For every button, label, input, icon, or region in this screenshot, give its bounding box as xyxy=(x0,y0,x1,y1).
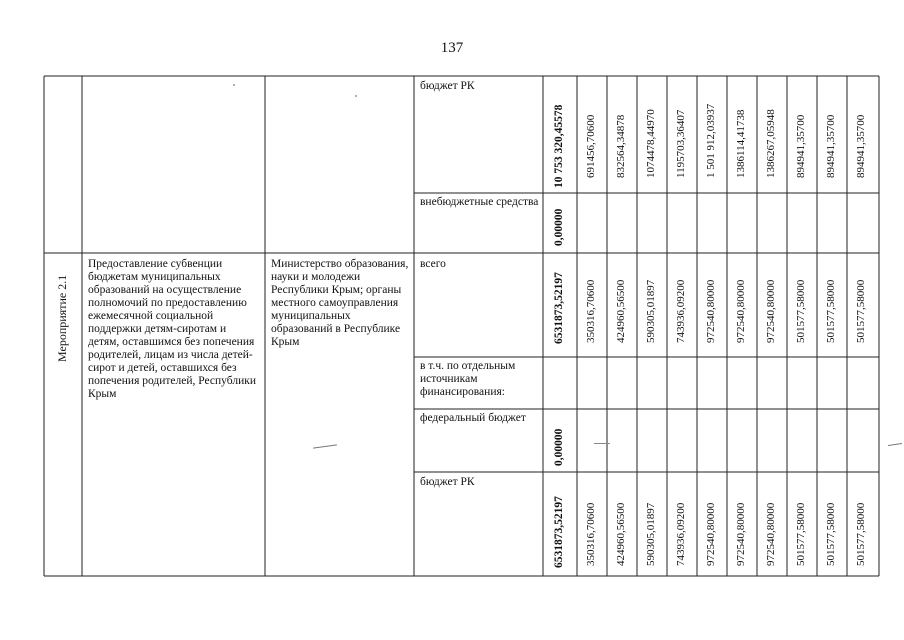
year-value-budget-rk-top: 894941,35700 xyxy=(825,114,837,178)
year-value-total: 350316,70600 xyxy=(585,279,597,343)
year-value-budget-rk: 972540,80000 xyxy=(765,502,777,566)
year-value-total: 972540,80000 xyxy=(705,279,717,343)
year-value-budget-rk: 424960,56500 xyxy=(615,502,627,566)
year-value-budget-rk: 501577,58000 xyxy=(825,502,837,566)
year-value-total: 972540,80000 xyxy=(765,279,777,343)
year-value-total: 590305,01897 xyxy=(645,279,657,343)
budget-rk-label: бюджет РК xyxy=(420,476,475,488)
scan-mark xyxy=(313,444,337,448)
year-value-budget-rk: 501577,58000 xyxy=(795,502,807,566)
year-value-budget-rk-top: 1386267,05948 xyxy=(765,109,777,178)
year-value-budget-rk-top: 1195703,36407 xyxy=(675,109,687,178)
year-value-budget-rk-top: 1 501 912,03937 xyxy=(705,103,717,178)
measure-description: Предоставление субвенции бюджетам муниципальных образований на осуществление полномочий по предоставлению ежемесячной социальной поддержки детям-сиротам и детям, оставшимся без попечения родителей, лицам из числа детей-сирот и детей, оставшихся без попечения родителей, Республики Крым xyxy=(88,258,256,400)
year-value-total: 972540,80000 xyxy=(735,279,747,343)
year-value-total: 501577,58000 xyxy=(825,279,837,343)
year-value-budget-rk: 743936,09200 xyxy=(675,502,687,566)
year-value-total: 743936,09200 xyxy=(675,279,687,343)
total-sum: 6531873,52197 xyxy=(553,272,565,344)
year-value-budget-rk: 590305,01897 xyxy=(645,502,657,566)
federal-total: 0,00000 xyxy=(553,428,565,466)
scan-mark xyxy=(594,443,610,444)
year-value-budget-rk: 350316,70600 xyxy=(585,502,597,566)
sources-label: в т.ч. по отдельным источникам финансирования: xyxy=(420,360,516,398)
year-value-budget-rk: 972540,80000 xyxy=(735,502,747,566)
federal-label: федеральный бюджет xyxy=(420,412,526,424)
total-label: всего xyxy=(420,258,446,270)
year-value-budget-rk-top: 894941,35700 xyxy=(855,114,867,178)
year-value-budget-rk-top: 691456,70600 xyxy=(585,114,597,178)
year-value-total: 501577,58000 xyxy=(855,279,867,343)
year-value-budget-rk: 501577,58000 xyxy=(855,502,867,566)
scan-speck xyxy=(355,95,357,97)
year-value-budget-rk: 972540,80000 xyxy=(705,502,717,566)
budget-rk-label-top: бюджет РК xyxy=(420,80,475,92)
year-value-total: 424960,56500 xyxy=(615,279,627,343)
offbudget-total: 0,00000 xyxy=(553,208,565,246)
scan-speck xyxy=(233,84,235,86)
measure-executor: Министерство образования, науки и молодежи Республики Крым; органы местного самоуправления муниципальных образований в Республике Крым xyxy=(271,258,409,348)
budget-rk-sum: 6531873,52197 xyxy=(553,496,565,568)
measure-code: Мероприятие 2.1 xyxy=(55,274,69,362)
year-value-total: 501577,58000 xyxy=(795,279,807,343)
budget-rk-total-top: 10 753 320,45578 xyxy=(553,104,565,188)
offbudget-label: внебюджетные средства xyxy=(420,196,539,208)
year-value-budget-rk-top: 1386114,41738 xyxy=(735,109,747,178)
year-value-budget-rk-top: 1074478,44970 xyxy=(645,109,657,178)
year-value-budget-rk-top: 894941,35700 xyxy=(795,114,807,178)
page-number: 137 xyxy=(440,40,464,56)
scan-mark xyxy=(888,443,902,446)
year-value-budget-rk-top: 832564,34878 xyxy=(615,114,627,178)
